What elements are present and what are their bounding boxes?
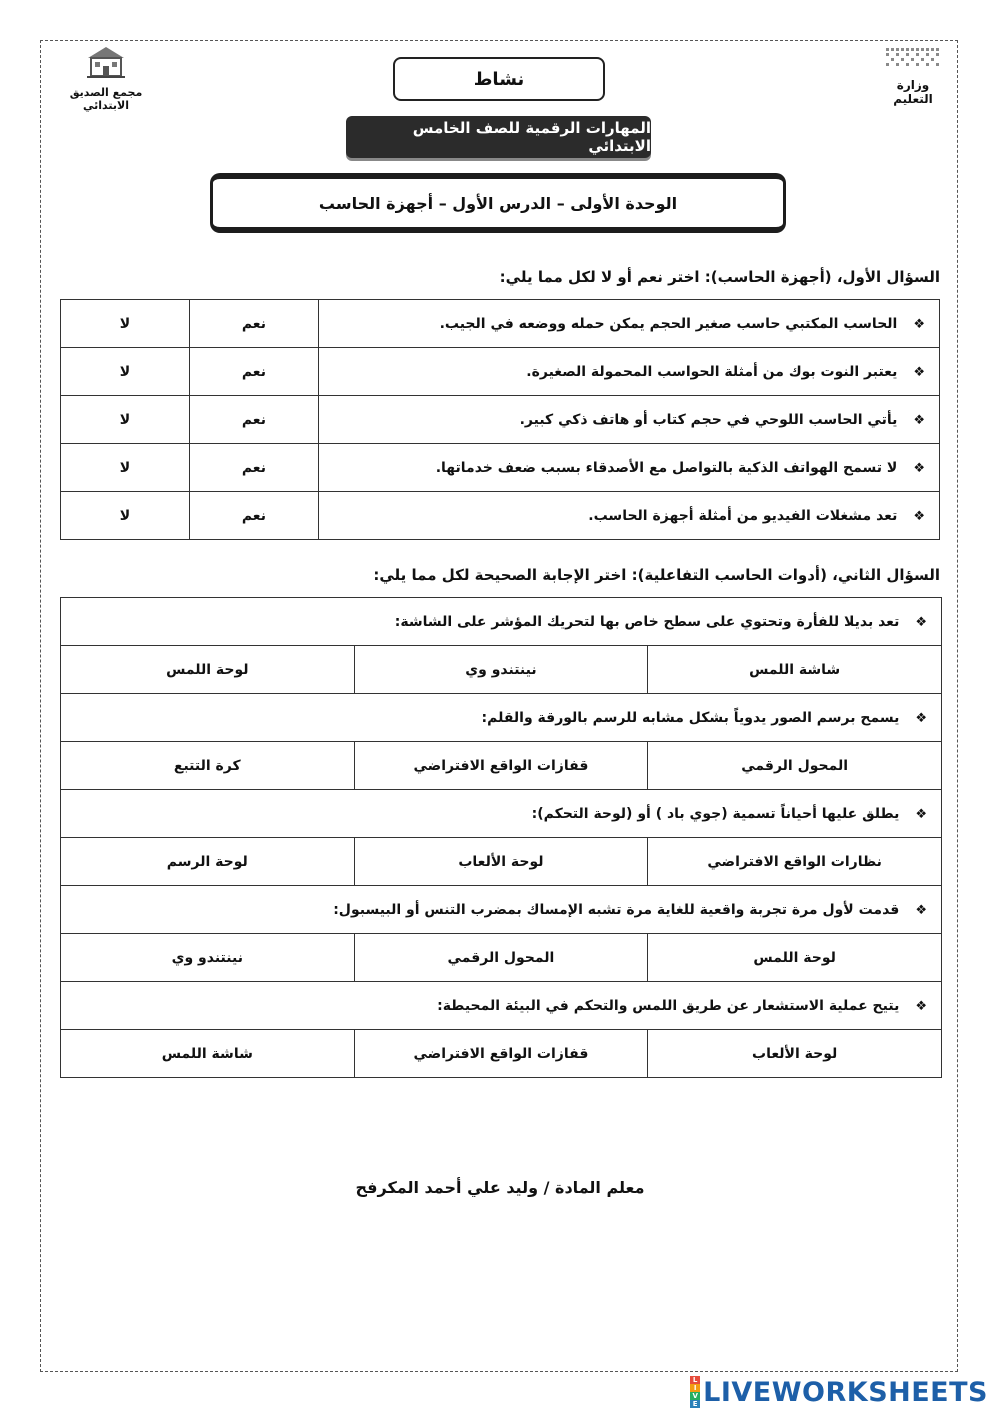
question-cell bbox=[61, 982, 942, 1030]
statement-cell bbox=[318, 396, 939, 444]
no-option[interactable]: لا bbox=[61, 444, 190, 492]
statement-text: لا تسمح الهواتف الذكية بالتواصل مع الأصدقاء بسبب ضعف خدماتها. bbox=[435, 459, 898, 476]
question-2-title: السؤال الثاني، (أدوات الحاسب التفاعلية): اختر الإجابة الصحيحة لكل مما يلي: bbox=[373, 566, 940, 584]
bullet-icon: ❖ bbox=[913, 412, 925, 428]
bullet-icon: ❖ bbox=[915, 998, 927, 1014]
question-row bbox=[61, 886, 942, 934]
logo-letter: E bbox=[690, 1400, 700, 1408]
answer-option[interactable]: قفازات الواقع الافتراضي bbox=[354, 1030, 648, 1078]
question-text: قدمت لأول مرة تجربة واقعية للغاية مرة تشبه الإمساك بمضرب التنس أو البيسبول: bbox=[333, 901, 900, 918]
options-row bbox=[61, 646, 942, 694]
statement-cell bbox=[318, 492, 939, 540]
statement-text: يأتي الحاسب اللوحي في حجم كتاب أو هاتف ذكي كبير. bbox=[519, 411, 898, 428]
answer-option[interactable]: لوحة الألعاب bbox=[354, 838, 648, 886]
table-row bbox=[61, 300, 940, 348]
yes-option[interactable]: نعم bbox=[189, 444, 318, 492]
bullet-icon: ❖ bbox=[915, 902, 927, 918]
liveworksheets-brand[interactable] bbox=[690, 1376, 988, 1408]
answer-option[interactable]: قفازات الواقع الافتراضي bbox=[354, 742, 648, 790]
school-logo bbox=[50, 44, 162, 112]
unit-title: الوحدة الأولى – الدرس الأول – أجهزة الحاسب bbox=[210, 173, 786, 233]
answer-option[interactable]: شاشة اللمس bbox=[648, 646, 942, 694]
yes-option[interactable]: نعم bbox=[189, 396, 318, 444]
question-cell bbox=[61, 790, 942, 838]
question-1-title: السؤال الأول، (أجهزة الحاسب): اختر نعم أو لا لكل مما يلي: bbox=[499, 268, 940, 286]
options-row bbox=[61, 838, 942, 886]
question-row bbox=[61, 598, 942, 646]
answer-option[interactable]: نينتندو وي bbox=[61, 934, 355, 982]
ministry-logo-icon bbox=[880, 46, 946, 72]
question-row bbox=[61, 694, 942, 742]
bullet-icon: ❖ bbox=[913, 508, 925, 524]
statement-cell bbox=[318, 444, 939, 492]
question-text: يتيح عملية الاستشعار عن طريق اللمس والتحكم في البيئة المحيطة: bbox=[437, 997, 900, 1014]
bullet-icon: ❖ bbox=[915, 710, 927, 726]
answer-option[interactable]: المحول الرقمي bbox=[354, 934, 648, 982]
logo-letter: V bbox=[690, 1392, 700, 1400]
teacher-signature: معلم المادة / وليد علي أحمد المكرفح bbox=[355, 1178, 645, 1197]
statement-cell bbox=[318, 348, 939, 396]
yes-option[interactable]: نعم bbox=[189, 492, 318, 540]
answer-option[interactable]: نظارات الواقع الافتراضي bbox=[648, 838, 942, 886]
school-building-icon bbox=[84, 44, 128, 80]
liveworksheets-logo-icon bbox=[690, 1376, 700, 1408]
answer-option[interactable]: كرة التتبع bbox=[61, 742, 355, 790]
question-text: يسمح برسم الصور يدوياً بشكل مشابه للرسم بالورقة والقلم: bbox=[481, 709, 900, 726]
table-row bbox=[61, 348, 940, 396]
answer-option[interactable]: نينتندو وي bbox=[354, 646, 648, 694]
question-cell bbox=[61, 886, 942, 934]
subject-title: المهارات الرقمية للصف الخامس الابتدائي bbox=[346, 116, 651, 158]
statement-text: يعتبر النوت بوك من أمثلة الحواسب المحمولة الصغيرة. bbox=[526, 363, 898, 380]
options-row bbox=[61, 742, 942, 790]
statement-cell bbox=[318, 300, 939, 348]
statement-text: الحاسب المكتبي حاسب صغير الحجم يمكن حمله ووضعه في الجيب. bbox=[439, 315, 898, 332]
ministry-name: وزارة التعليم bbox=[893, 78, 933, 106]
question-1-table bbox=[60, 299, 940, 540]
brand-name: LIVEWORKSHEETS bbox=[703, 1376, 988, 1408]
answer-option[interactable]: المحول الرقمي bbox=[648, 742, 942, 790]
no-option[interactable]: لا bbox=[61, 348, 190, 396]
answer-option[interactable]: شاشة اللمس bbox=[61, 1030, 355, 1078]
bullet-icon: ❖ bbox=[915, 806, 927, 822]
question-text: تعد بديلا للفأرة وتحتوي على سطح خاص بها لتحريك المؤشر على الشاشة: bbox=[394, 613, 900, 630]
bullet-icon: ❖ bbox=[913, 460, 925, 476]
yes-option[interactable]: نعم bbox=[189, 300, 318, 348]
table-row bbox=[61, 444, 940, 492]
no-option[interactable]: لا bbox=[61, 492, 190, 540]
bullet-icon: ❖ bbox=[913, 364, 925, 380]
question-cell bbox=[61, 598, 942, 646]
answer-option[interactable]: لوحة الرسم bbox=[61, 838, 355, 886]
question-2-table bbox=[60, 597, 942, 1078]
answer-option[interactable]: لوحة اللمس bbox=[648, 934, 942, 982]
table-row bbox=[61, 396, 940, 444]
school-name: مجمع الصديق الابتدائي bbox=[69, 86, 143, 112]
options-row bbox=[61, 934, 942, 982]
answer-option[interactable]: لوحة اللمس bbox=[61, 646, 355, 694]
question-cell bbox=[61, 694, 942, 742]
activity-label: نشاط bbox=[393, 57, 605, 101]
table-row bbox=[61, 492, 940, 540]
logo-letter: L bbox=[690, 1376, 700, 1384]
question-row bbox=[61, 982, 942, 1030]
statement-text: تعد مشغلات الفيديو من أمثلة أجهزة الحاسب. bbox=[588, 507, 898, 524]
yes-option[interactable]: نعم bbox=[189, 348, 318, 396]
question-text: يطلق عليها أحياناً تسمية (جوي باد ) أو (لوحة التحكم): bbox=[531, 805, 900, 822]
bullet-icon: ❖ bbox=[915, 614, 927, 630]
no-option[interactable]: لا bbox=[61, 300, 190, 348]
question-row bbox=[61, 790, 942, 838]
no-option[interactable]: لا bbox=[61, 396, 190, 444]
logo-letter: I bbox=[690, 1384, 700, 1392]
bullet-icon: ❖ bbox=[913, 316, 925, 332]
answer-option[interactable]: لوحة الألعاب bbox=[648, 1030, 942, 1078]
options-row bbox=[61, 1030, 942, 1078]
ministry-logo bbox=[878, 46, 948, 106]
